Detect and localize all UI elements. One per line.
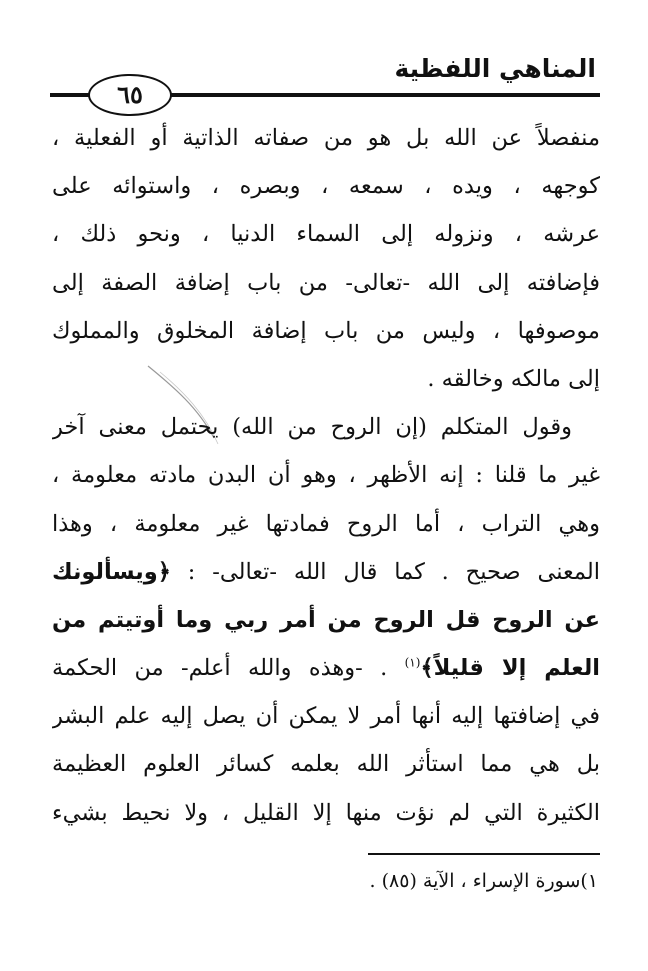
footnote: ١)سورة الإسراء ، الآية (٨٥) . bbox=[369, 870, 598, 892]
text-line: بل هي مما استأثر الله بعلمه كسائر العلوم العظيمة bbox=[52, 751, 600, 778]
plain-run: . -وهذه والله أعلم- من الحكمة bbox=[52, 655, 388, 682]
page-number: ٦٥ bbox=[88, 74, 172, 116]
quran-quote-line: عن الروح قل الروح من أمر ربي وما أوتيتم من bbox=[52, 606, 600, 633]
text-line-mixed bbox=[52, 548, 600, 596]
text-line: منفصلاً عن الله بل هو من صفاته الذاتية أو الفعلية ، bbox=[52, 125, 600, 151]
text-line: عرشه ، ونزوله إلى السماء الدنيا ، ونحو ذلك ، bbox=[52, 221, 600, 248]
text-line: غير ما قلنا : إنه الأظهر ، وهو أن البدن مادته معلومة ، bbox=[52, 462, 600, 489]
text-line: في إضافتها إليه أنها أمر لا يمكن أن يصل إليه علم البشر bbox=[52, 703, 600, 730]
text-line: موصوفها ، وليس من باب إضافة المخلوق والمملوك bbox=[52, 317, 600, 344]
text-line-mixed bbox=[52, 644, 600, 692]
plain-run: المعنى صحيح . كما قال الله -تعالى- : bbox=[187, 558, 600, 585]
body-text bbox=[52, 114, 600, 837]
footnote-rule bbox=[368, 853, 600, 855]
text-line: الكثيرة التي لم نؤت منها إلا القليل ، ولا نحيط بشيء bbox=[52, 799, 600, 826]
quran-quote-start: ﴿ويسألونك bbox=[52, 558, 171, 585]
text-line: كوجهه ، ويده ، سمعه ، وبصره ، واستوائه على bbox=[52, 173, 600, 200]
text-line: وهي التراب ، أما الروح فمادتها غير معلومة ، وهذا bbox=[52, 510, 600, 537]
text-line: إلى مالكه وخالقه . bbox=[427, 365, 600, 392]
text-line: وقول المتكلم (إن الروح من الله) يحتمل معنى آخر bbox=[52, 414, 572, 441]
text-line: فإضافته إلى الله -تعالى- من باب إضافة الصفة إلى bbox=[52, 269, 600, 296]
quran-quote-end: العلم إلا قليلاً﴾ bbox=[420, 655, 600, 682]
running-header-title: المناهي اللفظية bbox=[394, 54, 596, 83]
footnote-marker: (١) bbox=[404, 655, 421, 670]
